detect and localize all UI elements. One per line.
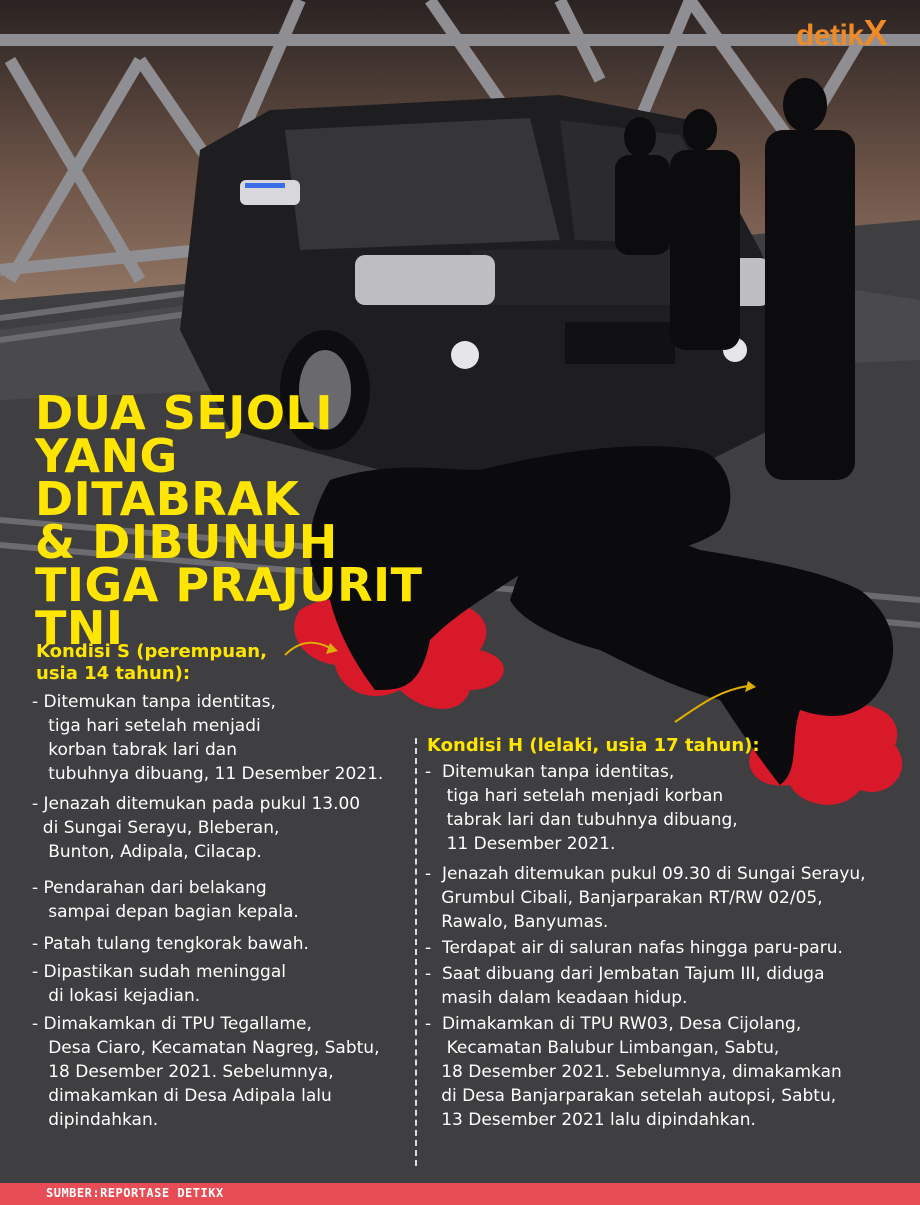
victim-h-detail-item bbox=[425, 760, 905, 856]
detail-line: 18 Desember 2021. Sebelumnya, dimakamkan bbox=[425, 1062, 842, 1082]
victim-s-heading-line: usia 14 tahun): bbox=[36, 663, 191, 684]
detail-line: dipindahkan. bbox=[32, 1110, 159, 1130]
detail-line: 11 Desember 2021. bbox=[425, 834, 616, 854]
headline-line: DUA SEJOLI bbox=[35, 386, 333, 440]
detail-line: tabrak lari dan tubuhnya dibuang, bbox=[425, 810, 738, 830]
victim-h-details bbox=[425, 760, 905, 1132]
detail-line: Rawalo, Banyumas. bbox=[425, 912, 609, 932]
detail-line: Desa Ciaro, Kecamatan Nagreg, Sabtu, bbox=[32, 1038, 380, 1058]
detail-line: di Sungai Serayu, Bleberan, bbox=[32, 818, 280, 838]
detail-line: sampai depan bagian kepala. bbox=[32, 902, 299, 922]
footer-bar bbox=[0, 1183, 920, 1205]
logo-x-mark: X bbox=[863, 12, 888, 53]
logo-text: detik bbox=[796, 19, 864, 52]
detail-line: - Jenazah ditemukan pukul 09.30 di Sungai Serayu, bbox=[425, 864, 866, 884]
detail-line: - Jenazah ditemukan pada pukul 13.00 bbox=[32, 794, 361, 814]
detail-line: 13 Desember 2021 lalu dipindahkan. bbox=[425, 1110, 756, 1130]
column-divider bbox=[415, 738, 417, 1166]
detail-line: tubuhnya dibuang, 11 Desember 2021. bbox=[32, 764, 384, 784]
victim-s-details bbox=[32, 690, 412, 1132]
victim-h-detail-item bbox=[425, 1012, 905, 1132]
victim-s-heading-line: Kondisi S (perempuan, bbox=[36, 641, 267, 662]
detail-line: - Dimakamkan di TPU Tegallame, bbox=[32, 1014, 312, 1034]
victim-h-detail-item bbox=[425, 962, 905, 1010]
detail-line: masih dalam keadaan hidup. bbox=[425, 988, 688, 1008]
headline-line: TNI bbox=[35, 601, 124, 655]
detail-line: tiga hari setelah menjadi korban bbox=[425, 786, 724, 806]
victim-s-detail-item bbox=[32, 792, 412, 864]
victim-h-detail-item bbox=[425, 936, 905, 960]
detail-line: - Terdapat air di saluran nafas hingga paru-paru. bbox=[425, 938, 843, 958]
detail-line: - Saat dibuang dari Jembatan Tajum III, diduga bbox=[425, 964, 825, 984]
detail-line: korban tabrak lari dan bbox=[32, 740, 237, 760]
detail-line: tiga hari setelah menjadi bbox=[32, 716, 261, 736]
detail-line: di Desa Banjarparakan setelah autopsi, Sabtu, bbox=[425, 1086, 837, 1106]
victim-s-detail-item bbox=[32, 1012, 412, 1132]
detikx-logo[interactable] bbox=[796, 12, 887, 54]
source-credit: SUMBER:REPORTASE DETIKX bbox=[46, 1186, 224, 1200]
detail-line: Bunton, Adipala, Cilacap. bbox=[32, 842, 262, 862]
detail-line: Grumbul Cibali, Banjarparakan RT/RW 02/05, bbox=[425, 888, 823, 908]
detail-line: - Dimakamkan di TPU RW03, Desa Cijolang, bbox=[425, 1014, 802, 1034]
detail-line: - Dipastikan sudah meninggal bbox=[32, 962, 286, 982]
victim-h-heading-line: Kondisi H (lelaki, usia 17 tahun): bbox=[427, 735, 760, 756]
detail-line: 18 Desember 2021. Sebelumnya, bbox=[32, 1062, 334, 1082]
victim-h-detail-item bbox=[425, 862, 905, 934]
detail-line: - Ditemukan tanpa identitas, bbox=[425, 762, 675, 782]
victim-s-heading bbox=[36, 641, 267, 685]
detail-line: Kecamatan Balubur Limbangan, Sabtu, bbox=[425, 1038, 780, 1058]
victim-s-detail-item bbox=[32, 932, 412, 956]
victim-s-detail-item bbox=[32, 960, 412, 1008]
headline-line: & DIBUNUH bbox=[35, 515, 338, 569]
detail-line: - Patah tulang tengkorak bawah. bbox=[32, 934, 309, 954]
victim-h-heading bbox=[427, 735, 760, 757]
headline-line: YANG DITABRAK bbox=[35, 429, 300, 526]
headline-line: TIGA PRAJURIT bbox=[35, 558, 423, 612]
detail-line: dimakamkan di Desa Adipala lalu bbox=[32, 1086, 332, 1106]
victim-s-detail-item bbox=[32, 690, 412, 786]
victim-s-detail-item bbox=[32, 876, 412, 924]
detail-line: - Pendarahan dari belakang bbox=[32, 878, 267, 898]
detail-line: di lokasi kejadian. bbox=[32, 986, 201, 1006]
detail-line: - Ditemukan tanpa identitas, bbox=[32, 692, 276, 712]
